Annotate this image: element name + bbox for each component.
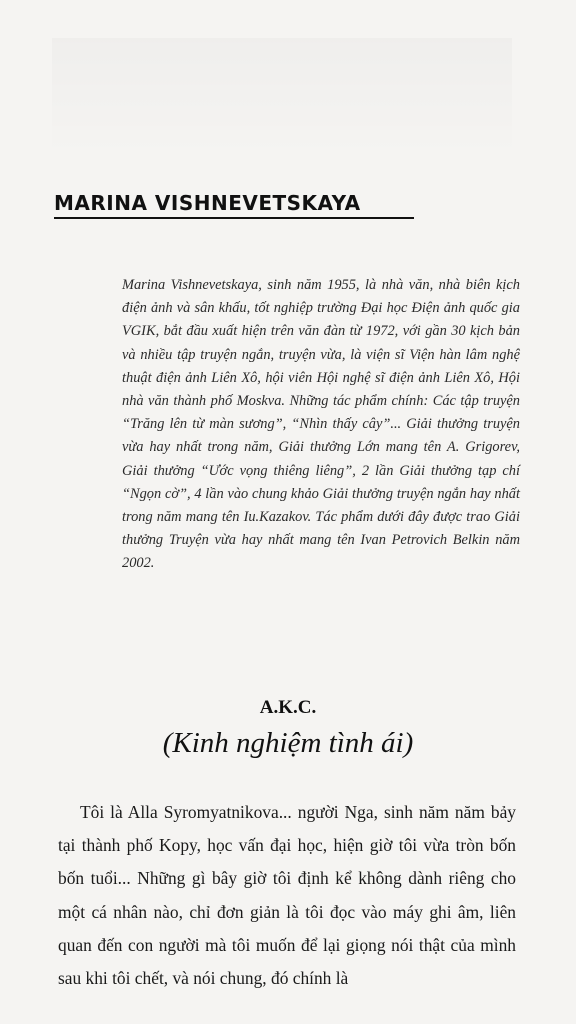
author-heading: MARINA VISHNEVETSKAYA (54, 190, 414, 219)
story-body (58, 796, 516, 995)
story-paragraph: Tôi là Alla Syromyatnikova... người Nga, sinh năm năm bảy tại thành phố Kopy, học vấn đại học, hiện giờ tôi vừa tròn bốn bốn tuổi... Những gì bây giờ tôi định kể không dành riêng cho một cá nhân nào, chỉ đơn giản là tôi đọc vào máy ghi âm, liên quan đến con người mà tôi muốn để lại giọng nói thật của mình sau khi tôi chết, và nói chung, đó chính là (58, 802, 516, 989)
story-subtitle: (Kinh nghiệm tình ái) (162, 727, 414, 759)
author-bio (122, 274, 520, 576)
story-title: A.K.C. (259, 697, 317, 718)
paper-show-through (52, 38, 512, 158)
author-bio-paragraph: Marina Vishnevetskaya, sinh năm 1955, là nhà văn, nhà biên kịch điện ảnh và sân khấu, tốt nghiệp trường Đại học Điện ảnh quốc gia VGIK, bắt đầu xuất hiện trên văn đàn từ 1972, với gần 30 kịch bản và nhiều tập truyện ngắn, truyện vừa, là viện sĩ Viện hàn lâm nghệ thuật điện ảnh Liên Xô, hội viên Hội nghệ sĩ điện ảnh Liên Xô, Hội nhà văn thành phố Moskva. Những tác phẩm chính: Các tập truyện “Trăng lên từ màn sương”, “Nhìn thấy cây”... Giải thưởng truyện vừa hay nhất trong năm, Giải thưởng Lớn mang tên A. Grigorev, Giải thưởng “Ước vọng thiêng liêng”, 2 lần Giải thưởng tạp chí “Ngọn cờ”, 4 lần vào chung khảo Giải thưởng truyện ngắn hay nhất trong năm mang tên Iu.Kazakov. Tác phẩm dưới đây được trao Giải thưởng Truyện vừa hay nhất mang tên Ivan Petrovich Belkin năm 2002. (122, 277, 520, 572)
